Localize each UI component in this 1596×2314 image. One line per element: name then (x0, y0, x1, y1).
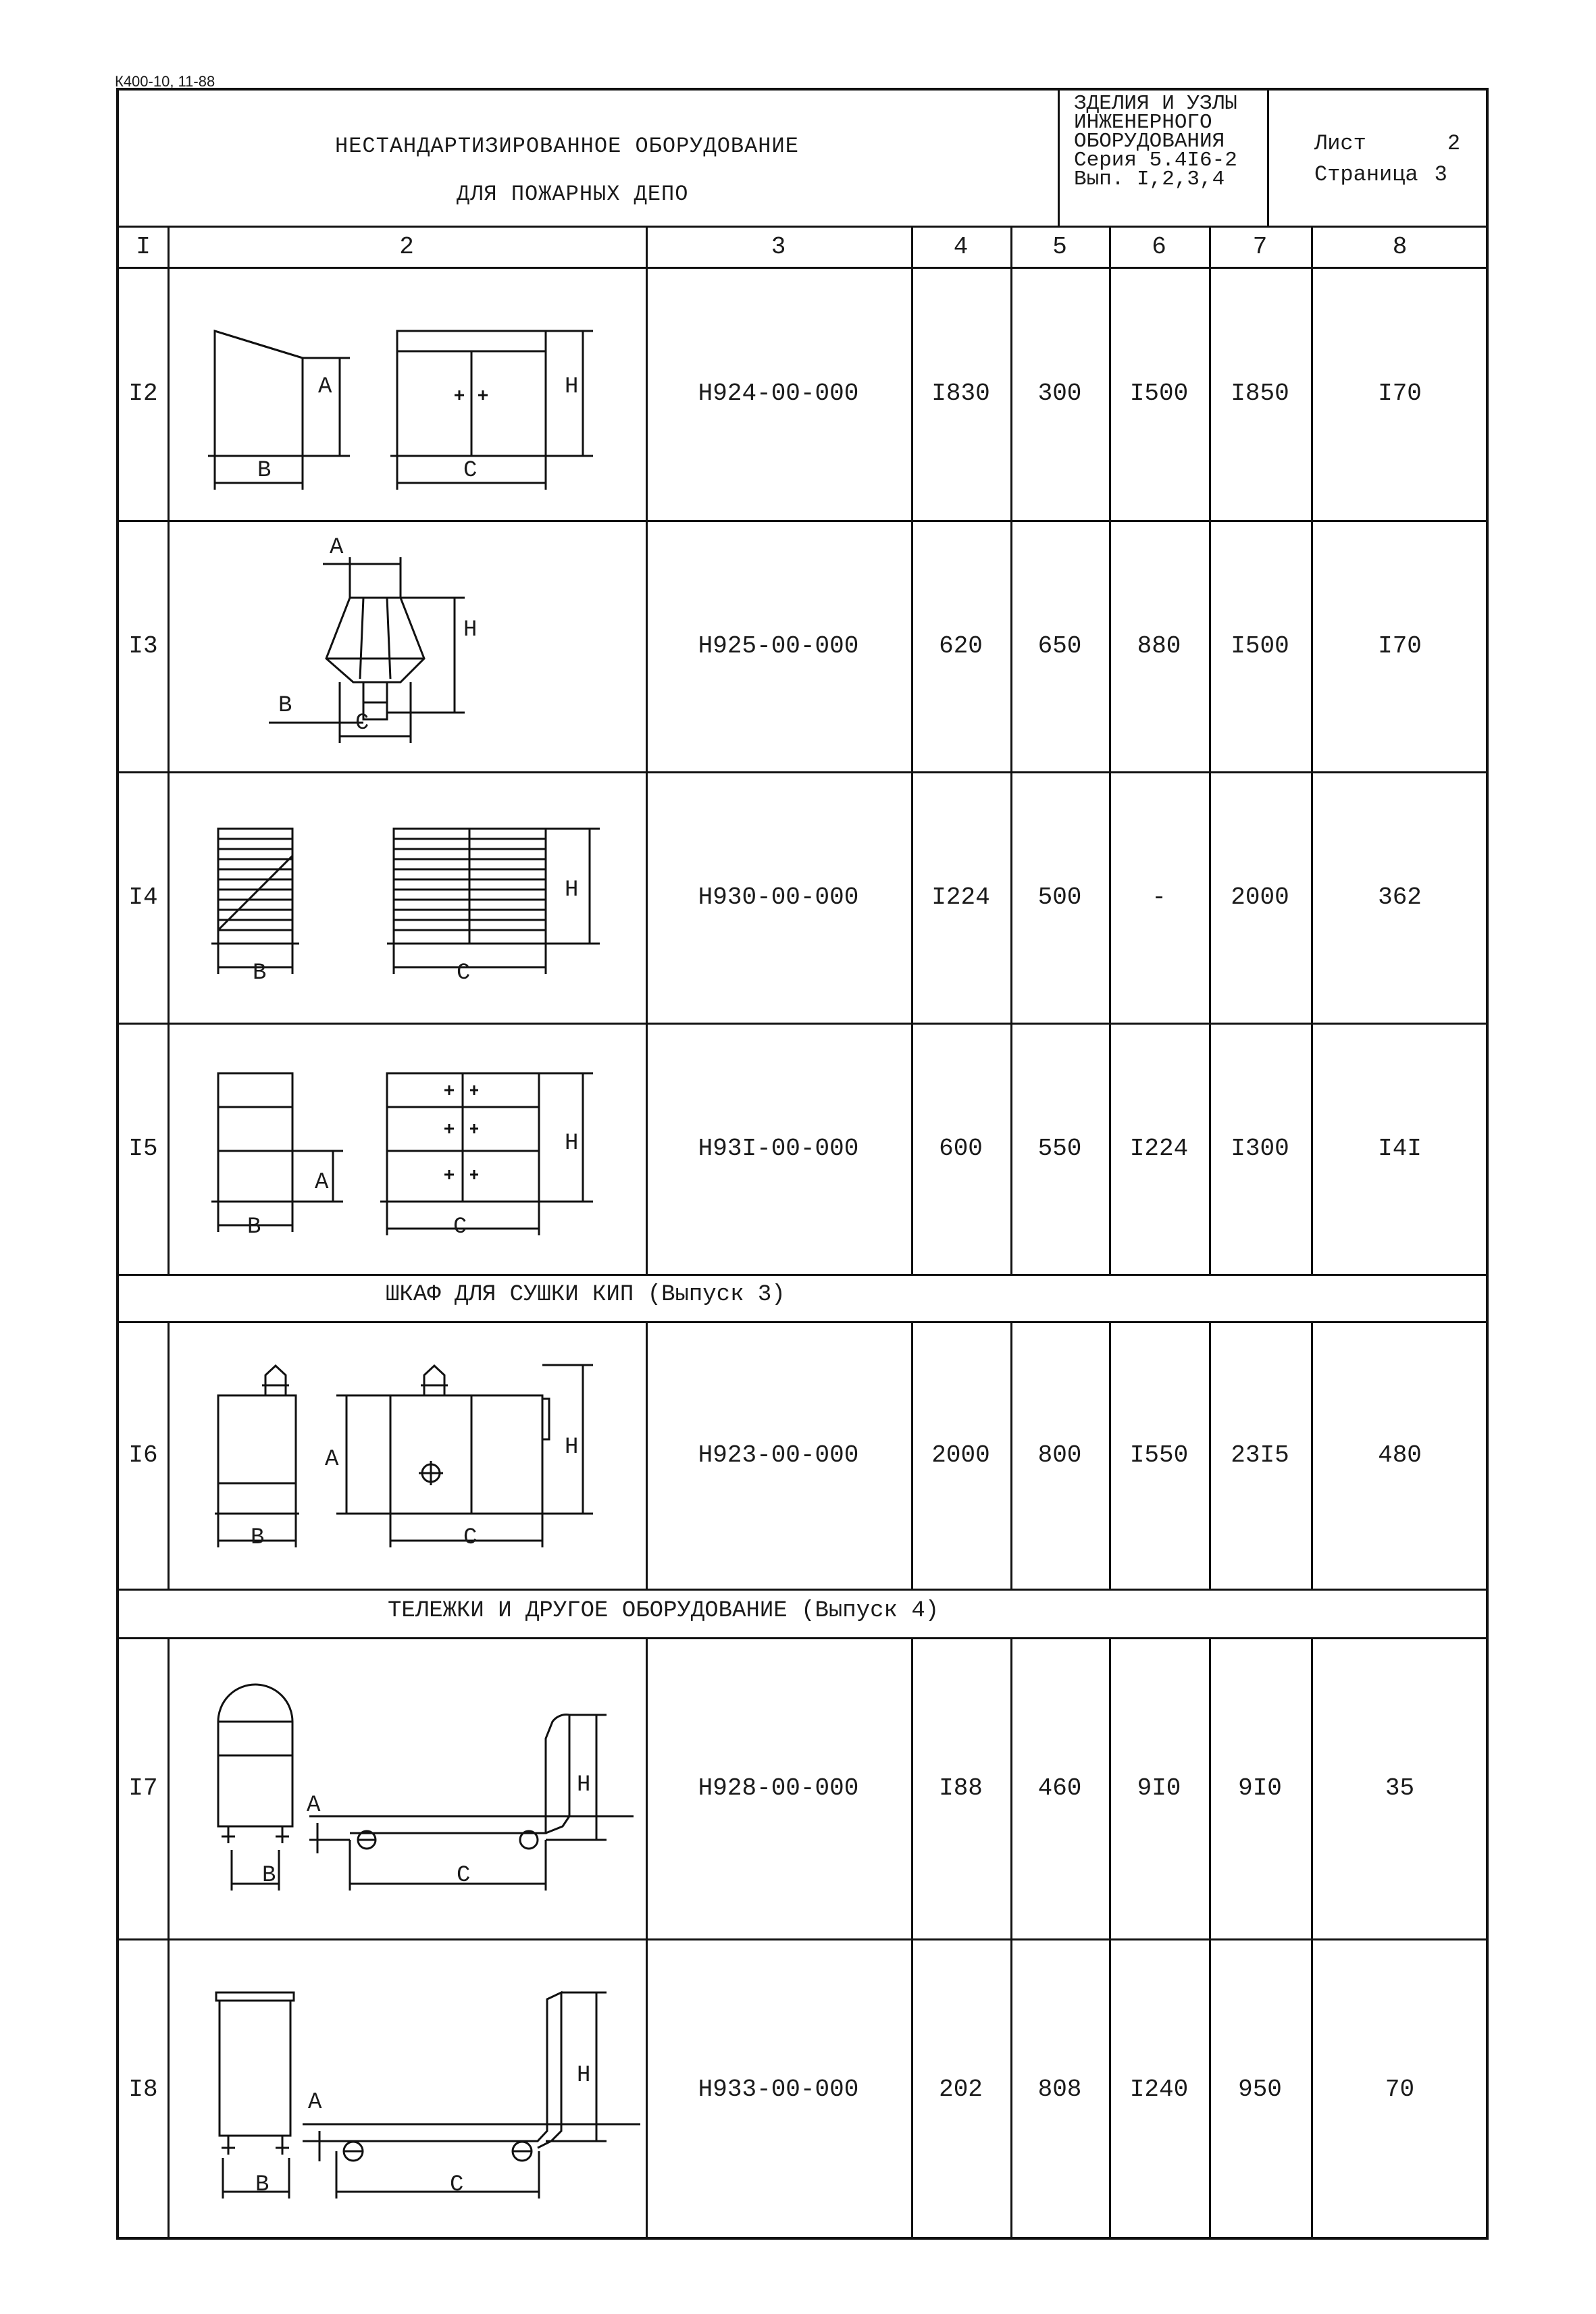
title-line-1: НЕСТАНДАРТИЗИРОВАННОЕ ОБОРУДОВАНИЕ (335, 134, 799, 159)
value-col4: I224 (931, 883, 990, 911)
dim-label-c: С (457, 1863, 471, 1888)
value-col4: 600 (939, 1134, 983, 1162)
dim-label-b: В (255, 2172, 269, 2198)
value-col8: 480 (1378, 1441, 1422, 1469)
dim-label-h: Н (463, 617, 478, 643)
value-col7: I300 (1231, 1134, 1289, 1162)
product-code: Н928-00-000 (698, 1774, 859, 1802)
dim-label-a: А (318, 374, 332, 400)
dim-label-b: В (251, 1525, 265, 1551)
column-header: 2 (399, 232, 414, 261)
sheet-label: Лист (1314, 131, 1366, 156)
dim-label-h: Н (577, 2063, 591, 2088)
document-code: К400-10, 11-88 (115, 73, 215, 90)
dim-label-h: Н (565, 1131, 579, 1156)
series-line: Серия 5.4I6-2 (1074, 149, 1237, 172)
title-line-2: ДЛЯ ПОЖАРНЫХ ДЕПО (457, 182, 689, 207)
value-col5: 808 (1037, 2075, 1082, 2103)
row-number: I7 (128, 1774, 158, 1802)
value-col7: 9I0 (1238, 1774, 1282, 1802)
dim-label-c: С (453, 1214, 467, 1240)
series-line: ИНЖЕНЕРНОГО (1074, 111, 1212, 134)
dim-label-h: Н (565, 877, 579, 903)
column-header: 3 (771, 232, 786, 261)
value-col7: 2000 (1231, 883, 1289, 911)
value-col5: 300 (1037, 380, 1082, 407)
value-col6: I240 (1129, 2075, 1189, 2103)
series-line: ОБОРУДОВАНИЯ (1074, 130, 1225, 153)
value-col6: I224 (1129, 1134, 1189, 1162)
dim-label-c: С (457, 960, 471, 986)
column-header: I (136, 232, 151, 261)
value-col8: I70 (1378, 632, 1422, 660)
trolley-rounded-icon (168, 1637, 646, 1938)
sheet-number: 2 (1447, 131, 1461, 156)
value-col6: - (1152, 883, 1166, 911)
section-drying-cabinet: ШКАФ ДЛЯ СУШКИ КИП (Выпуск 3) (386, 1282, 786, 1308)
product-code: Н930-00-000 (698, 883, 859, 911)
value-col8: 70 (1385, 2075, 1415, 2103)
value-col4: 620 (939, 632, 983, 660)
row-number: I4 (128, 883, 158, 911)
page-number: 3 (1434, 162, 1447, 187)
value-col5: 550 (1037, 1134, 1082, 1162)
trolley-box-icon (168, 1938, 646, 2240)
value-col7: I850 (1231, 380, 1289, 407)
dim-label-b: В (262, 1863, 276, 1888)
value-col6: I500 (1129, 380, 1189, 407)
value-col8: 362 (1378, 883, 1422, 911)
value-col5: 650 (1037, 632, 1082, 660)
hood-icon (168, 520, 646, 771)
row-number: I3 (128, 632, 158, 660)
product-code: Н93I-00-000 (698, 1134, 859, 1162)
product-code: Н925-00-000 (698, 632, 859, 660)
value-col6: I550 (1129, 1441, 1189, 1469)
product-code: Н924-00-000 (698, 380, 859, 407)
dim-label-h: Н (565, 374, 579, 400)
value-col8: I4I (1378, 1134, 1422, 1162)
dim-label-c: С (463, 458, 478, 484)
dim-label-c: С (450, 2172, 464, 2198)
series-block (1074, 92, 1237, 191)
spec-sheet (116, 88, 1489, 2240)
dim-label-a: А (330, 535, 344, 561)
row-number: I8 (128, 2075, 158, 2103)
product-code: Н923-00-000 (698, 1441, 859, 1469)
column-header: 8 (1392, 232, 1408, 261)
dim-label-b: В (253, 960, 267, 986)
dim-label-b: В (257, 458, 272, 484)
value-col5: 800 (1037, 1441, 1082, 1469)
value-col8: I70 (1378, 380, 1422, 407)
column-header: 6 (1152, 232, 1166, 261)
dim-label-a: А (315, 1170, 329, 1195)
dim-label-h: Н (577, 1772, 591, 1798)
value-col4: 2000 (931, 1441, 990, 1469)
value-col4: I88 (939, 1774, 983, 1802)
value-col8: 35 (1385, 1774, 1415, 1802)
page-label: Страница (1314, 162, 1418, 187)
column-header: 5 (1052, 232, 1067, 261)
value-col6: 9I0 (1137, 1774, 1181, 1802)
column-header: 4 (953, 232, 969, 261)
value-col6: 880 (1137, 632, 1181, 660)
row-number: I5 (128, 1134, 158, 1162)
value-col4: 202 (939, 2075, 983, 2103)
dim-label-c: С (355, 711, 369, 736)
series-line: Вып. I,2,3,4 (1074, 168, 1225, 191)
value-col5: 500 (1037, 883, 1082, 911)
value-col4: I830 (931, 380, 990, 407)
dim-label-a: А (325, 1447, 339, 1472)
row-number: I2 (128, 380, 158, 407)
dim-label-a: А (307, 1793, 321, 1818)
value-col7: I500 (1231, 632, 1289, 660)
value-col7: 23I5 (1231, 1441, 1289, 1469)
section-trolleys: ТЕЛЕЖКИ И ДРУГОЕ ОБОРУДОВАНИЕ (Выпуск 4) (388, 1598, 939, 1624)
sheet-info (1314, 128, 1460, 190)
dim-label-c: С (463, 1525, 478, 1551)
dim-label-b: В (278, 693, 292, 719)
value-col5: 460 (1037, 1774, 1082, 1802)
row-number: I6 (128, 1441, 158, 1469)
column-header: 7 (1252, 232, 1268, 261)
value-col7: 950 (1238, 2075, 1282, 2103)
series-line: ЗДЕЛИЯ И УЗЛЫ (1074, 92, 1237, 115)
dim-label-a: А (308, 2090, 322, 2115)
dim-label-h: Н (565, 1435, 579, 1460)
dim-label-b: В (247, 1214, 261, 1240)
product-code: Н933-00-000 (698, 2075, 859, 2103)
